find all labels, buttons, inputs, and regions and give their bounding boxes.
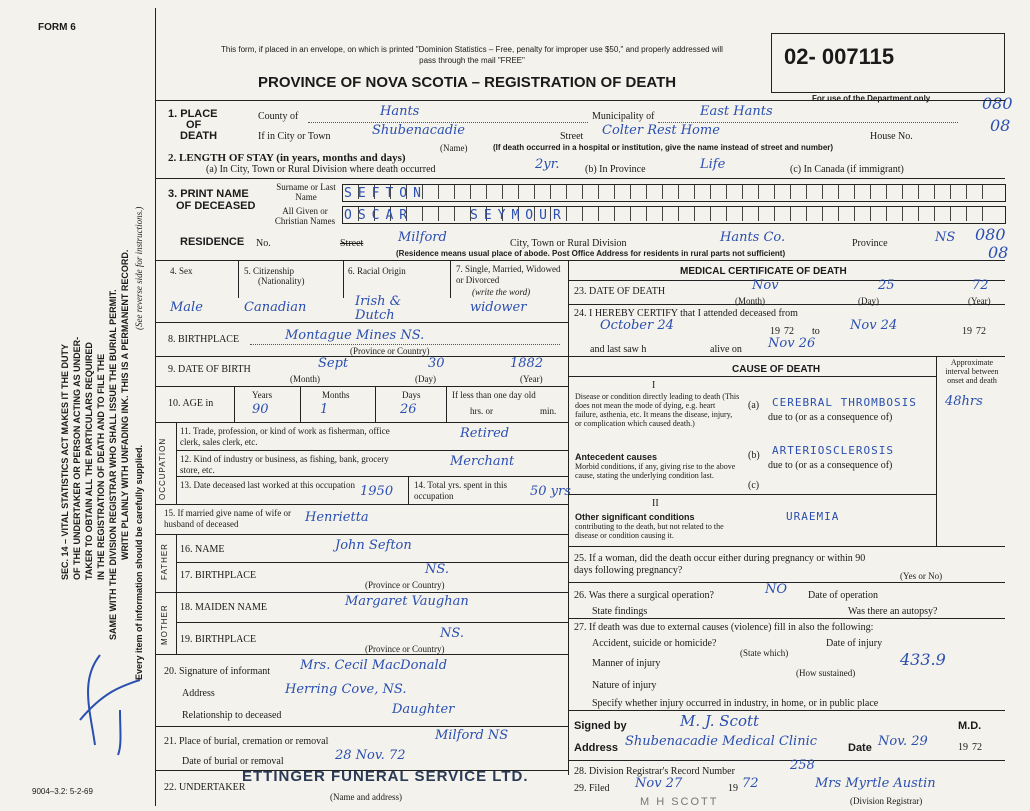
injury-date: Date of injury [826, 638, 883, 649]
q13: 13. Date deceased last worked at this occupation [180, 480, 355, 490]
q22: 22. UNDERTAKER [164, 782, 246, 793]
dob-day-cap: (Day) [415, 374, 436, 384]
occupation-side: OCCUPATION [158, 437, 167, 500]
reg-number: 02- 007115 [784, 44, 895, 69]
side-text-7: Every item of information should be carefully supplied. [134, 444, 144, 680]
informant-rel-label: Relationship to deceased [182, 710, 282, 721]
to-year-prefix: 19 [962, 326, 972, 337]
rule [176, 534, 177, 654]
residence-no: No. [256, 238, 271, 249]
handwritten-mark [60, 650, 150, 760]
accident: Accident, suicide or homicide? [592, 638, 717, 649]
rule [155, 592, 568, 593]
rule [176, 450, 568, 451]
a16: John Sefton [335, 538, 412, 553]
nature: Nature of injury [592, 680, 657, 691]
street-label: Street [560, 131, 584, 142]
to-year: 72 [976, 326, 986, 337]
given-value-2: SEYMOUR [470, 208, 567, 223]
a21: Milford NS [435, 728, 509, 743]
residence-street: Milford [398, 230, 447, 245]
signed-label: Signed by [574, 720, 627, 732]
dob-month-cap: (Month) [290, 374, 320, 384]
place-label-3: DEATH [180, 130, 218, 142]
frame-left [155, 8, 156, 806]
rule [155, 504, 568, 505]
a23-month: Nov [752, 278, 779, 293]
industry: Specify whether injury occurred in industry, in home, or in public place [592, 698, 879, 709]
division-label: City, Town or Rural Division [510, 238, 627, 249]
birthplace-label: 8. BIRTHPLACE [168, 334, 240, 345]
surname-label: Surname or Last Name [276, 182, 336, 202]
other-label: Other significant conditions [575, 512, 695, 522]
a26: NO [765, 582, 788, 597]
rule [238, 260, 239, 298]
signed-value: M. J. Scott [680, 712, 760, 730]
date-value: Nov. 29 [878, 734, 928, 749]
municipality-value: East Hants [700, 104, 773, 119]
q25: 25. If a woman, did the death occur either during pregnancy or within 90 days following pregnancy? [574, 553, 866, 576]
dept-code-2: 08 [990, 116, 1011, 135]
alive-on: Nov 26 [768, 336, 816, 351]
q26: 26. Was there a surgical operation? [574, 590, 714, 601]
surname-grid [342, 184, 1006, 202]
yesno: (Yes or No) [900, 571, 943, 581]
municipality-label: Municipality of [592, 111, 655, 122]
rule [936, 356, 937, 546]
date-label: Date [848, 742, 872, 754]
q29: 29. Filed [574, 783, 610, 794]
roman-2: II [652, 498, 659, 509]
sex-value: Male [170, 300, 203, 315]
informant-addr-label: Address [182, 688, 215, 699]
rule [450, 260, 451, 298]
q19-sub: (Province or Country) [365, 644, 445, 654]
q20: 20. Signature of informant [164, 666, 271, 677]
stay-b-value: Life [700, 157, 726, 172]
side-text-6: WRITE PLAINLY WITH UNFADING INK. THIS IS A PERMANENT RECORD. [120, 249, 130, 560]
min-label: min. [540, 406, 557, 416]
reg-number-box [771, 33, 1005, 93]
manner-code: 433.9 [900, 650, 946, 669]
a28: 258 [790, 758, 815, 773]
a17: NS. [425, 562, 449, 577]
q11: 11. Trade, profession, or kind of work as fisherman, office clerk, sales clerk, etc. [180, 426, 390, 447]
q17: 17. BIRTHPLACE [180, 570, 257, 581]
a14: 50 yrs [530, 484, 571, 499]
from-year-prefix: 19 [770, 326, 780, 337]
a24-from: October 24 [600, 318, 674, 333]
q16: 16. NAME [180, 544, 225, 555]
rule [155, 386, 568, 387]
immediate-label: Disease or condition directly leading to death (This does not mean the mode of dying, e.g. heart failure, asthenia, etc. It means the disease, injury, or complication which caused death.) [575, 392, 740, 428]
street-value: Colter Rest Home [602, 123, 720, 138]
hospital-note: (If death occurred in a hospital or institution, give the name instead of street and number) [493, 143, 834, 152]
op-date: Date of operation [808, 590, 878, 601]
rule [155, 422, 568, 423]
a23-year-cap: (Year) [968, 296, 991, 306]
rule [176, 476, 568, 477]
side-text-5: SAME WITH THE DIVISION REGISTRAR WHO SHALL ISSUE THE BURIAL PERMIT. [108, 289, 118, 640]
race-label: 6. Racial Origin [348, 266, 406, 276]
dob-day: 30 [428, 356, 445, 371]
rule [568, 710, 1005, 711]
a15: Henrietta [305, 510, 369, 525]
a19: NS. [440, 626, 464, 641]
city-value: Shubenacadie [372, 123, 465, 138]
form-label: FORM 6 [38, 22, 76, 33]
months-label: Months [322, 390, 350, 400]
column-divider [568, 260, 569, 775]
a11: Retired [460, 426, 510, 441]
province-value: NS [935, 230, 956, 245]
division-value: Hants Co. [720, 230, 786, 245]
race-value: Irish & Dutch [355, 294, 402, 323]
cause-other: URAEMIA [786, 510, 840, 523]
a13: 1950 [360, 484, 394, 499]
given-grid [342, 206, 1006, 224]
years-label: Years [252, 390, 273, 400]
residence-street-label: Street [340, 238, 364, 249]
name-label-1: 3. PRINT NAME [168, 188, 249, 200]
medical-header: MEDICAL CERTIFICATE OF DEATH [680, 266, 847, 277]
a18: Margaret Vaughan [345, 594, 469, 609]
dotline [250, 344, 560, 345]
rule [155, 654, 568, 655]
rule [568, 280, 1005, 281]
dept-use: For use of the Department only [812, 94, 931, 103]
q28: 28. Division Registrar's Record Number [574, 766, 735, 777]
cit-label: 5. Citizenship [244, 266, 294, 276]
registrar-cap: (Division Registrar) [850, 796, 923, 806]
q23: 23. DATE OF DEATH [574, 286, 666, 297]
burial-date: 28 Nov. 72 [335, 748, 406, 763]
md-label: M.D. [958, 720, 982, 732]
rule [234, 386, 235, 422]
state-findings: State findings [592, 606, 648, 617]
autopsy: Was there an autopsy? [848, 606, 938, 617]
side-text-1: SEC. 14 – VITAL STATISTICS ACT MAKES IT THE DUTY [60, 343, 70, 580]
residence-note: (Residence means usual place of abode. Post Office Address for residents in rural parts not sufficient) [396, 249, 786, 258]
a23-day-cap: (Day) [858, 296, 879, 306]
q19: 19. BIRTHPLACE [180, 634, 257, 645]
from-year: 72 [784, 326, 794, 337]
a29: Nov 27 [635, 776, 683, 791]
rule [155, 260, 1005, 261]
stay-a-label: (a) In City, Town or Rural Division where death occurred [206, 164, 436, 175]
q24: 24. I HEREBY CERTIFY that I attended deceased from [574, 308, 798, 319]
marital-label: 7. Single, Married, Widowed or Divorced [456, 264, 561, 285]
mother-side: MOTHER [160, 604, 169, 645]
place-label-2: OF [186, 119, 202, 131]
residence-label: RESIDENCE [180, 236, 245, 248]
rule [176, 622, 568, 623]
father-side: FATHER [160, 543, 169, 580]
birthplace-value: Montague Mines NS. [285, 328, 425, 343]
age-months: 1 [320, 402, 329, 417]
dob-label: 9. DATE OF BIRTH [168, 364, 251, 375]
footer-code: 9004–3.2: 5-2-69 [32, 787, 93, 796]
rule [568, 494, 936, 495]
rule [155, 726, 568, 727]
q12: 12. Kind of industry or business, as fishing, bank, grocery store, etc. [180, 454, 389, 475]
q21: 21. Place of burial, cremation or removal [164, 736, 329, 747]
dept-code-1: 080 [982, 94, 1013, 113]
due-1: due to (or as a consequence of) [768, 412, 893, 423]
age-years: 90 [252, 402, 269, 417]
rule [568, 356, 1005, 357]
burial-date-label: Date of burial or removal [182, 756, 284, 767]
county-label: County of [258, 111, 299, 122]
rule [155, 100, 1005, 101]
rule [155, 356, 568, 357]
a24-to: Nov 24 [850, 318, 898, 333]
rule [155, 534, 568, 535]
a29-year: 72 [742, 776, 759, 791]
address-label: Address [574, 742, 619, 754]
side-text-3: TAKER TO OBTAIN ALL THE PARTICULARS REQUIRED [84, 342, 94, 580]
undertaker-stamp: ETTINGER FUNERAL SERVICE LTD. [242, 768, 529, 785]
page-title: PROVINCE OF NOVA SCOTIA – REGISTRATION OF DEATH [258, 74, 677, 91]
antecedent-label: Antecedent causes [575, 452, 658, 462]
a29-year-prefix: 19 [728, 783, 738, 794]
due-2: due to (or as a consequence of) [768, 460, 893, 471]
manner: Manner of injury [592, 658, 661, 669]
dept-code-4: 08 [988, 243, 1009, 262]
rule [375, 386, 376, 422]
side-text-4: IN THE REGISTRATION OF DEATH AND TO FILE THE [96, 353, 106, 580]
informant-addr: Herring Cove, NS. [285, 682, 407, 697]
other-desc: contributing to the death, but not related to the disease or condition causing it. [575, 522, 724, 540]
hrs-label: hrs. or [470, 406, 493, 416]
stay-b-label: (b) In Province [585, 164, 646, 175]
a23-day: 25 [878, 278, 895, 293]
how-sustained: (How sustained) [796, 668, 856, 678]
last-saw: and last saw h [590, 344, 647, 355]
a20: Mrs. Cecil MacDonald [300, 658, 448, 673]
birthplace-sub: (Province or Country) [350, 346, 430, 356]
a23-month-cap: (Month) [735, 296, 765, 306]
side-text-2: OF THE UNDERTAKER OR PERSON ACTING AS UNDER- [72, 336, 82, 580]
rule [176, 422, 177, 504]
q27: 27. If death was due to external causes (violence) fill in also the following: [574, 622, 874, 633]
age-days: 26 [400, 402, 417, 417]
cause-header: CAUSE OF DEATH [732, 364, 821, 375]
informant-rel: Daughter [392, 702, 455, 717]
dept-code-3: 080 [975, 225, 1006, 244]
q15: 15. If married give name of wife or husband of deceased [164, 508, 291, 529]
rule [568, 304, 1005, 305]
province-label: Province [852, 238, 888, 249]
rule [155, 322, 568, 323]
marital-value: widower [470, 300, 527, 315]
cause-b: ARTERIOSCLEROSIS [772, 444, 894, 457]
alive-label: alive on [710, 344, 742, 355]
side-text-8: (See reverse side for instructions.) [134, 206, 144, 330]
interval-a: 48hrs [945, 394, 983, 409]
name-label-2: OF DECEASED [176, 200, 256, 212]
rule [568, 376, 936, 377]
rule [568, 760, 1005, 761]
dob-year: 1882 [510, 356, 544, 371]
q14: 14. Total yrs. spent in this occupation [414, 480, 507, 501]
rule [446, 386, 447, 422]
sex-label: 4. Sex [170, 266, 193, 276]
dob-month: Sept [318, 356, 349, 371]
given-value-1: OSCAR [344, 208, 414, 223]
state-which: (State which) [740, 648, 789, 658]
rule [568, 618, 1005, 619]
date-year: 72 [972, 742, 982, 753]
a23-year: 72 [972, 278, 989, 293]
stay-c-label: (c) In Canada (if immigrant) [790, 164, 904, 175]
city-label: If in City or Town [258, 131, 331, 142]
given-label: All Given or Christian Names [274, 206, 336, 226]
marital-sub: (write the word) [472, 287, 531, 297]
cause-b-label: (b) [748, 450, 760, 461]
days-label: Days [402, 390, 421, 400]
cause-c-label: (c) [748, 480, 760, 491]
name-caption: (Name) [440, 143, 468, 153]
rule [408, 476, 409, 504]
date-year-prefix: 19 [958, 742, 968, 753]
notice: This form, if placed in an envelope, on which is printed "Dominion Statistics – Free, penalty for improper use $50," and properly addressed will pass through the mail "FREE" [221, 45, 723, 65]
surname-value: SEFTON [344, 186, 427, 201]
house-label: House No. [870, 131, 913, 142]
rule [176, 562, 568, 563]
antecedent-desc: Morbid conditions, if any, giving rise to the above cause, stating the underlying condition last. [575, 462, 736, 480]
stamp-text: M H SCOTT [640, 796, 719, 808]
q18: 18. MAIDEN NAME [180, 602, 267, 613]
q17-sub: (Province or Country) [365, 580, 445, 590]
interval-header: Approximate interval between onset and death [945, 358, 999, 385]
undertaker-sub: (Name and address) [330, 792, 402, 802]
to-label: to [812, 326, 820, 337]
stay-label: 2. LENGTH OF STAY (in years, months and days) [168, 152, 406, 164]
rule [568, 546, 1005, 547]
rule [300, 386, 301, 422]
cit-sub: (Nationality) [258, 276, 305, 286]
county-value: Hants [380, 104, 420, 119]
address-value: Shubenacadie Medical Clinic [625, 734, 818, 749]
registrar: Mrs Myrtle Austin [815, 776, 936, 791]
roman-1: I [652, 380, 656, 391]
age-label: 10. AGE in [168, 398, 214, 409]
rule [343, 260, 344, 298]
cause-a-label: (a) [748, 400, 760, 411]
cause-a: CEREBRAL THROMBOSIS [772, 396, 917, 409]
stay-a-value: 2yr. [535, 157, 560, 172]
dob-year-cap: (Year) [520, 374, 543, 384]
place-label-1: 1. PLACE [168, 108, 218, 120]
cit-value: Canadian [244, 300, 307, 315]
rule [155, 178, 1005, 179]
less-day: If less than one day old [452, 390, 536, 400]
a12: Merchant [450, 454, 515, 469]
